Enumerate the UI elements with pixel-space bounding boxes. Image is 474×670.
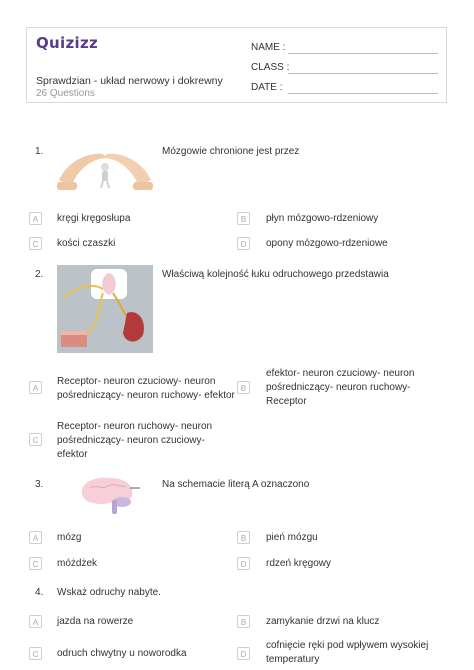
q3-option-c[interactable]: móżdżek bbox=[57, 558, 98, 569]
class-field[interactable] bbox=[288, 73, 438, 74]
option-a-marker[interactable]: A bbox=[29, 615, 42, 628]
hands-protecting-image bbox=[57, 142, 153, 194]
option-b-marker[interactable]: B bbox=[237, 381, 250, 394]
q2-option-c[interactable]: Receptor- neuron ruchowy- neuron pośredniczący- neuron czuciowy- efektor bbox=[57, 421, 213, 460]
q1-option-a[interactable]: kręgi kręgosłupa bbox=[57, 213, 131, 224]
option-a-marker[interactable]: A bbox=[29, 531, 42, 544]
q4-option-c[interactable]: odruch chwytny u noworodka bbox=[57, 648, 187, 659]
question-1-text: Mózgowie chronione jest przez bbox=[162, 146, 300, 157]
option-c-marker[interactable]: C bbox=[29, 433, 42, 446]
reflex-arc-image bbox=[57, 265, 153, 353]
option-c-marker[interactable]: C bbox=[29, 647, 42, 660]
question-2-number: 2. bbox=[35, 269, 44, 280]
q3-option-b[interactable]: pień mózgu bbox=[266, 532, 318, 543]
class-label: CLASS : bbox=[251, 62, 290, 73]
question-4-number: 4. bbox=[35, 587, 44, 598]
q3-option-a[interactable]: mózg bbox=[57, 532, 82, 543]
q1-option-c[interactable]: kości czaszki bbox=[57, 238, 116, 249]
q3-option-d[interactable]: rdzeń kręgowy bbox=[266, 558, 332, 569]
question-2-text: Właściwą kolejność łuku odruchowego przedstawia bbox=[162, 269, 389, 280]
q2-option-a[interactable]: Receptor- neuron czuciowy- neuron pośredniczący- neuron ruchowy- efektor bbox=[57, 376, 235, 401]
question-3-text: Na schemacie literą A oznaczono bbox=[162, 479, 310, 490]
option-c-marker[interactable]: C bbox=[29, 557, 42, 570]
q2-option-b[interactable]: efektor- neuron czuciowy- neuron pośredniczący- neuron ruchowy- Receptor bbox=[266, 368, 415, 407]
option-d-marker[interactable]: D bbox=[237, 237, 250, 250]
name-field[interactable] bbox=[288, 53, 438, 54]
option-b-marker[interactable]: B bbox=[237, 212, 250, 225]
option-b-marker[interactable]: B bbox=[237, 615, 250, 628]
option-b-marker[interactable]: B bbox=[237, 531, 250, 544]
option-a-marker[interactable]: A bbox=[29, 212, 42, 225]
quiz-title: Sprawdzian - układ nerwowy i dokrewny bbox=[36, 75, 223, 87]
q1-option-b[interactable]: płyn mózgowo-rdzeniowy bbox=[266, 213, 379, 224]
q4-option-a[interactable]: jazda na rowerze bbox=[57, 616, 134, 627]
brain-diagram-image bbox=[74, 472, 144, 516]
option-a-marker[interactable]: A bbox=[29, 381, 42, 394]
q4-option-b[interactable]: zamykanie drzwi na klucz bbox=[266, 616, 380, 627]
q4-option-d[interactable]: cofnięcie ręki pod wpływem wysokiej temperatury bbox=[266, 640, 429, 665]
quizizz-logo: Quizizz bbox=[36, 34, 99, 52]
question-1-number: 1. bbox=[35, 146, 44, 157]
option-d-marker[interactable]: D bbox=[237, 557, 250, 570]
q1-option-d[interactable]: opony mózgowo-rdzeniowe bbox=[266, 238, 388, 249]
name-label: NAME : bbox=[251, 42, 286, 53]
question-count: 26 Questions bbox=[36, 88, 95, 99]
date-label: DATE : bbox=[251, 82, 283, 93]
question-3-number: 3. bbox=[35, 479, 44, 490]
option-c-marker[interactable]: C bbox=[29, 237, 42, 250]
option-d-marker[interactable]: D bbox=[237, 647, 250, 660]
question-4-text: Wskaż odruchy nabyte. bbox=[57, 587, 161, 598]
date-field[interactable] bbox=[288, 93, 438, 94]
